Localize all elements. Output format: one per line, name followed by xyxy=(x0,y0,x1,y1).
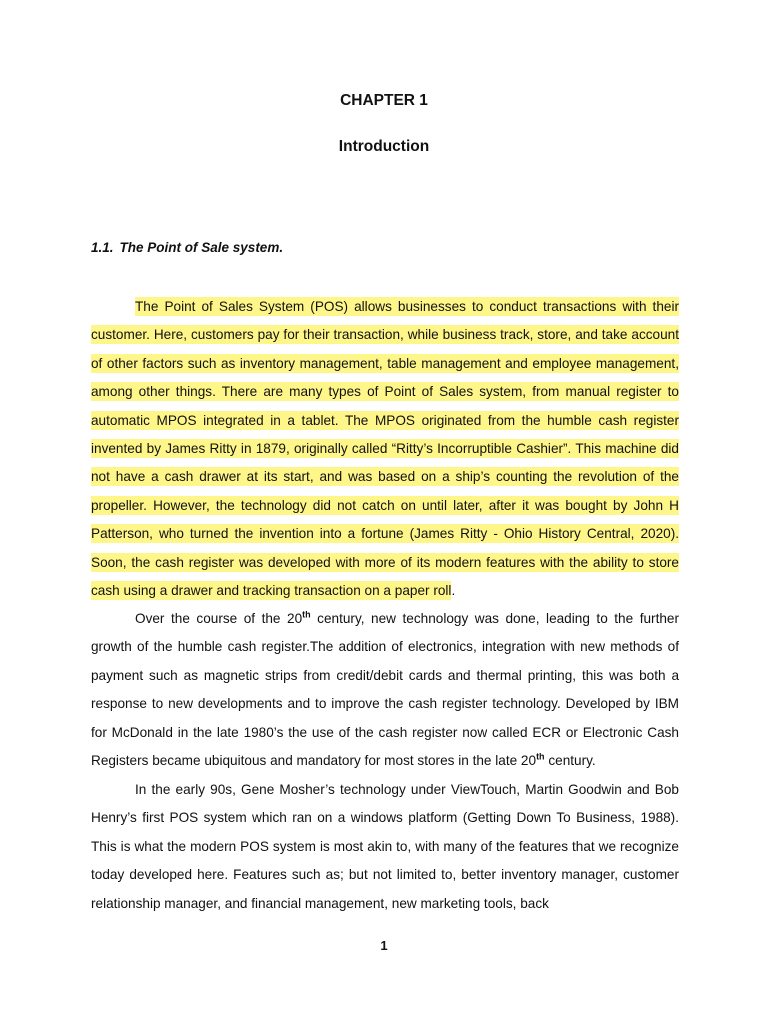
paragraph-1 xyxy=(91,293,679,605)
section-title: The Point of Sale system. xyxy=(119,240,284,255)
section-heading xyxy=(91,240,283,255)
chapter-title: Introduction xyxy=(338,138,430,155)
paragraph-3 xyxy=(91,776,679,918)
superscript-th: th xyxy=(302,609,311,620)
paragraph-3-text: In the early 90s, Gene Mosher’s technology under ViewTouch, Martin Goodwin and Bob Henry’s first POS system which ran on a windows platform (Getting Down To Business, 1988). This is what the modern POS system is most akin to, with many of the features that we recognize today developed here. Features such as; but not limited to, better inventory manager, customer relationship manager, and financial management, new marketing tools, back xyxy=(91,782,679,911)
highlighted-text: The Point of Sales System (POS) allows businesses to conduct transactions with their customer. Here, customers pay for their transaction, while business track, store, and take account of other factors such as inventory management, table management and employee management, among other things. There are many types of Point of Sales system, from manual register to automatic MPOS integrated in a tablet. The MPOS originated from the humble cash register invented by James Ritty in 1879, originally called “Ritty’s Incorruptible Cashier”. This machine did not have a cash drawer at its start, and was based on a ship’s counting the revolution of the propeller. However, the technology did not catch on until later, after it was bought by John H Patterson, who turned the invention into a fortune (James Ritty - Ohio History Central, 2020). Soon, the cash register was developed with more of its modern features with the ability to store cash using a drawer and tracking transaction on a paper roll xyxy=(91,299,679,599)
page-number: 1 xyxy=(380,938,388,953)
superscript-th: th xyxy=(536,751,545,762)
chapter-heading: CHAPTER 1 xyxy=(340,92,428,109)
paragraph-2-part-c: century. xyxy=(544,753,596,769)
paragraph-2-part-a: Over the course of the 20 xyxy=(135,611,303,626)
paragraph-1-end: . xyxy=(451,583,456,599)
paragraph-2-part-b: century, new technology was done, leading to the further growth of the humble cash register.The addition of electronics, integration with new methods of payment such as magnetic strips from credit/debit cards and thermal printing, this was both a response to new developments and to improve the cash register technology. Developed by IBM for McDonald in the late 1980’s the use of the cash register now called ECR or Electronic Cash Registers became ubiquitous and mandatory for most stores in the late 20 xyxy=(91,611,679,769)
paragraph-2 xyxy=(91,605,679,775)
section-number: 1.1. xyxy=(91,240,114,255)
